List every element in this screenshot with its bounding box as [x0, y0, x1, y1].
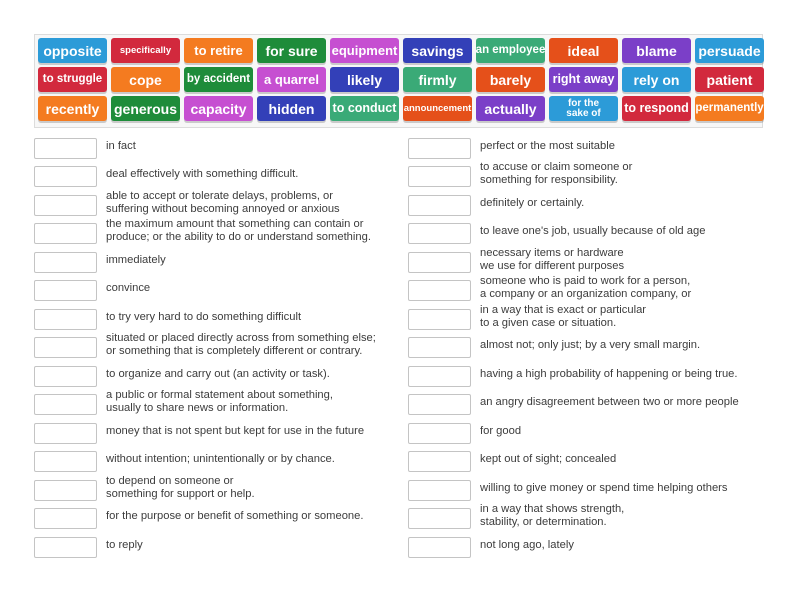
answer-slot-left[interactable]: [34, 366, 97, 387]
definition-left: without intention; unintentionally or by chance.: [106, 453, 335, 465]
definition-left: able to accept or tolerate delays, problems, or suffering without becoming annoyed or anxious: [106, 190, 340, 215]
answer-slot-right[interactable]: [408, 195, 471, 216]
word-tile[interactable]: right away: [549, 67, 618, 92]
answer-slot-left[interactable]: [34, 138, 97, 159]
word-tile[interactable]: to retire: [184, 38, 253, 63]
word-tile[interactable]: to struggle: [38, 67, 107, 92]
answer-slot-right[interactable]: [408, 252, 471, 273]
answer-slot-right[interactable]: [408, 394, 471, 415]
answer-slot-left[interactable]: [34, 451, 97, 472]
answer-slot-left[interactable]: [34, 537, 97, 558]
word-tile[interactable]: a quarrel: [257, 67, 326, 92]
definition-right: someone who is paid to work for a person, a company or an organization company, or: [480, 275, 692, 300]
answer-slot-right[interactable]: [408, 480, 471, 501]
definition-right: in a way that is exact or particular to a given case or situation.: [480, 304, 647, 329]
word-tile[interactable]: by accident: [184, 67, 253, 92]
definition-left: for the purpose or benefit of something or someone.: [106, 510, 364, 522]
answer-slot-right[interactable]: [408, 280, 471, 301]
word-tile[interactable]: likely: [330, 67, 399, 92]
definition-left: to depend on someone or something for support or help.: [106, 475, 255, 500]
word-tile[interactable]: actually: [476, 96, 545, 121]
word-tile[interactable]: specifically: [111, 38, 180, 63]
answer-slot-left[interactable]: [34, 223, 97, 244]
answer-slot-right[interactable]: [408, 508, 471, 529]
definition-right: not long ago, lately: [480, 539, 574, 551]
word-tile[interactable]: barely: [476, 67, 545, 92]
definition-left: to reply: [106, 539, 143, 551]
answer-slot-right[interactable]: [408, 423, 471, 444]
word-tile[interactable]: savings: [403, 38, 472, 63]
word-tile[interactable]: for the sake of: [549, 96, 618, 121]
answer-slot-left[interactable]: [34, 252, 97, 273]
word-bank: [34, 34, 763, 128]
definition-left: immediately: [106, 254, 166, 266]
answer-slot-left[interactable]: [34, 423, 97, 444]
definition-right: an angry disagreement between two or more people: [480, 396, 739, 408]
word-tile[interactable]: cope: [111, 67, 180, 92]
definition-left: a public or formal statement about something, usually to share news or information.: [106, 389, 333, 414]
word-tile[interactable]: to conduct: [330, 96, 399, 121]
answer-slot-left[interactable]: [34, 508, 97, 529]
answer-slot-left[interactable]: [34, 394, 97, 415]
word-tile[interactable]: generous: [111, 96, 180, 121]
definition-left: money that is not spent but kept for use in the future: [106, 425, 365, 437]
word-tile[interactable]: announcement: [403, 96, 472, 121]
definition-right: almost not; only just; by a very small margin.: [480, 339, 701, 351]
word-tile[interactable]: hidden: [257, 96, 326, 121]
word-tile[interactable]: to respond: [622, 96, 691, 121]
word-tile[interactable]: patient: [695, 67, 764, 92]
word-tile[interactable]: an employee: [476, 38, 545, 63]
answer-slot-left[interactable]: [34, 309, 97, 330]
definition-right: to leave one's job, usually because of old age: [480, 225, 706, 237]
definition-right: to accuse or claim someone or something for responsibility.: [480, 161, 633, 186]
definition-left: to organize and carry out (an activity or task).: [106, 368, 330, 380]
word-tile[interactable]: equipment: [330, 38, 399, 63]
answer-slot-right[interactable]: [408, 537, 471, 558]
word-tile[interactable]: firmly: [403, 67, 472, 92]
answer-slot-left[interactable]: [34, 337, 97, 358]
answer-slot-right[interactable]: [408, 337, 471, 358]
word-tile[interactable]: recently: [38, 96, 107, 121]
definition-left: situated or placed directly across from something else; or something that is completely different or contrary.: [106, 332, 376, 357]
answer-slot-left[interactable]: [34, 480, 97, 501]
answer-slot-left[interactable]: [34, 195, 97, 216]
definition-right: perfect or the most suitable: [480, 140, 615, 152]
word-tile[interactable]: capacity: [184, 96, 253, 121]
answer-slot-right[interactable]: [408, 451, 471, 472]
answer-slot-right[interactable]: [408, 138, 471, 159]
definition-left: convince: [106, 282, 151, 294]
definition-right: kept out of sight; concealed: [480, 453, 617, 465]
definition-right: willing to give money or spend time helping others: [480, 482, 728, 494]
definition-right: in a way that shows strength, stability, or determination.: [480, 503, 625, 528]
word-tile[interactable]: persuade: [695, 38, 764, 63]
word-tile[interactable]: for sure: [257, 38, 326, 63]
word-tile[interactable]: opposite: [38, 38, 107, 63]
definition-right: definitely or certainly.: [480, 197, 585, 209]
answer-slot-right[interactable]: [408, 223, 471, 244]
word-tile[interactable]: blame: [622, 38, 691, 63]
word-tile[interactable]: permanently: [695, 96, 764, 121]
answer-slot-right[interactable]: [408, 366, 471, 387]
word-tile[interactable]: rely on: [622, 67, 691, 92]
definition-right: necessary items or hardware we use for different purposes: [480, 247, 625, 272]
answer-slot-right[interactable]: [408, 309, 471, 330]
word-tile[interactable]: ideal: [549, 38, 618, 63]
answer-slot-left[interactable]: [34, 166, 97, 187]
definition-right: having a high probability of happening or being true.: [480, 368, 738, 380]
definition-left: in fact: [106, 140, 136, 152]
answer-slot-left[interactable]: [34, 280, 97, 301]
definition-left: the maximum amount that something can contain or produce; or the ability to do or understand something.: [106, 218, 371, 243]
definition-left: to try very hard to do something difficult: [106, 311, 302, 323]
definition-left: deal effectively with something difficult.: [106, 168, 299, 180]
definition-right: for good: [480, 425, 522, 437]
answer-slot-right[interactable]: [408, 166, 471, 187]
